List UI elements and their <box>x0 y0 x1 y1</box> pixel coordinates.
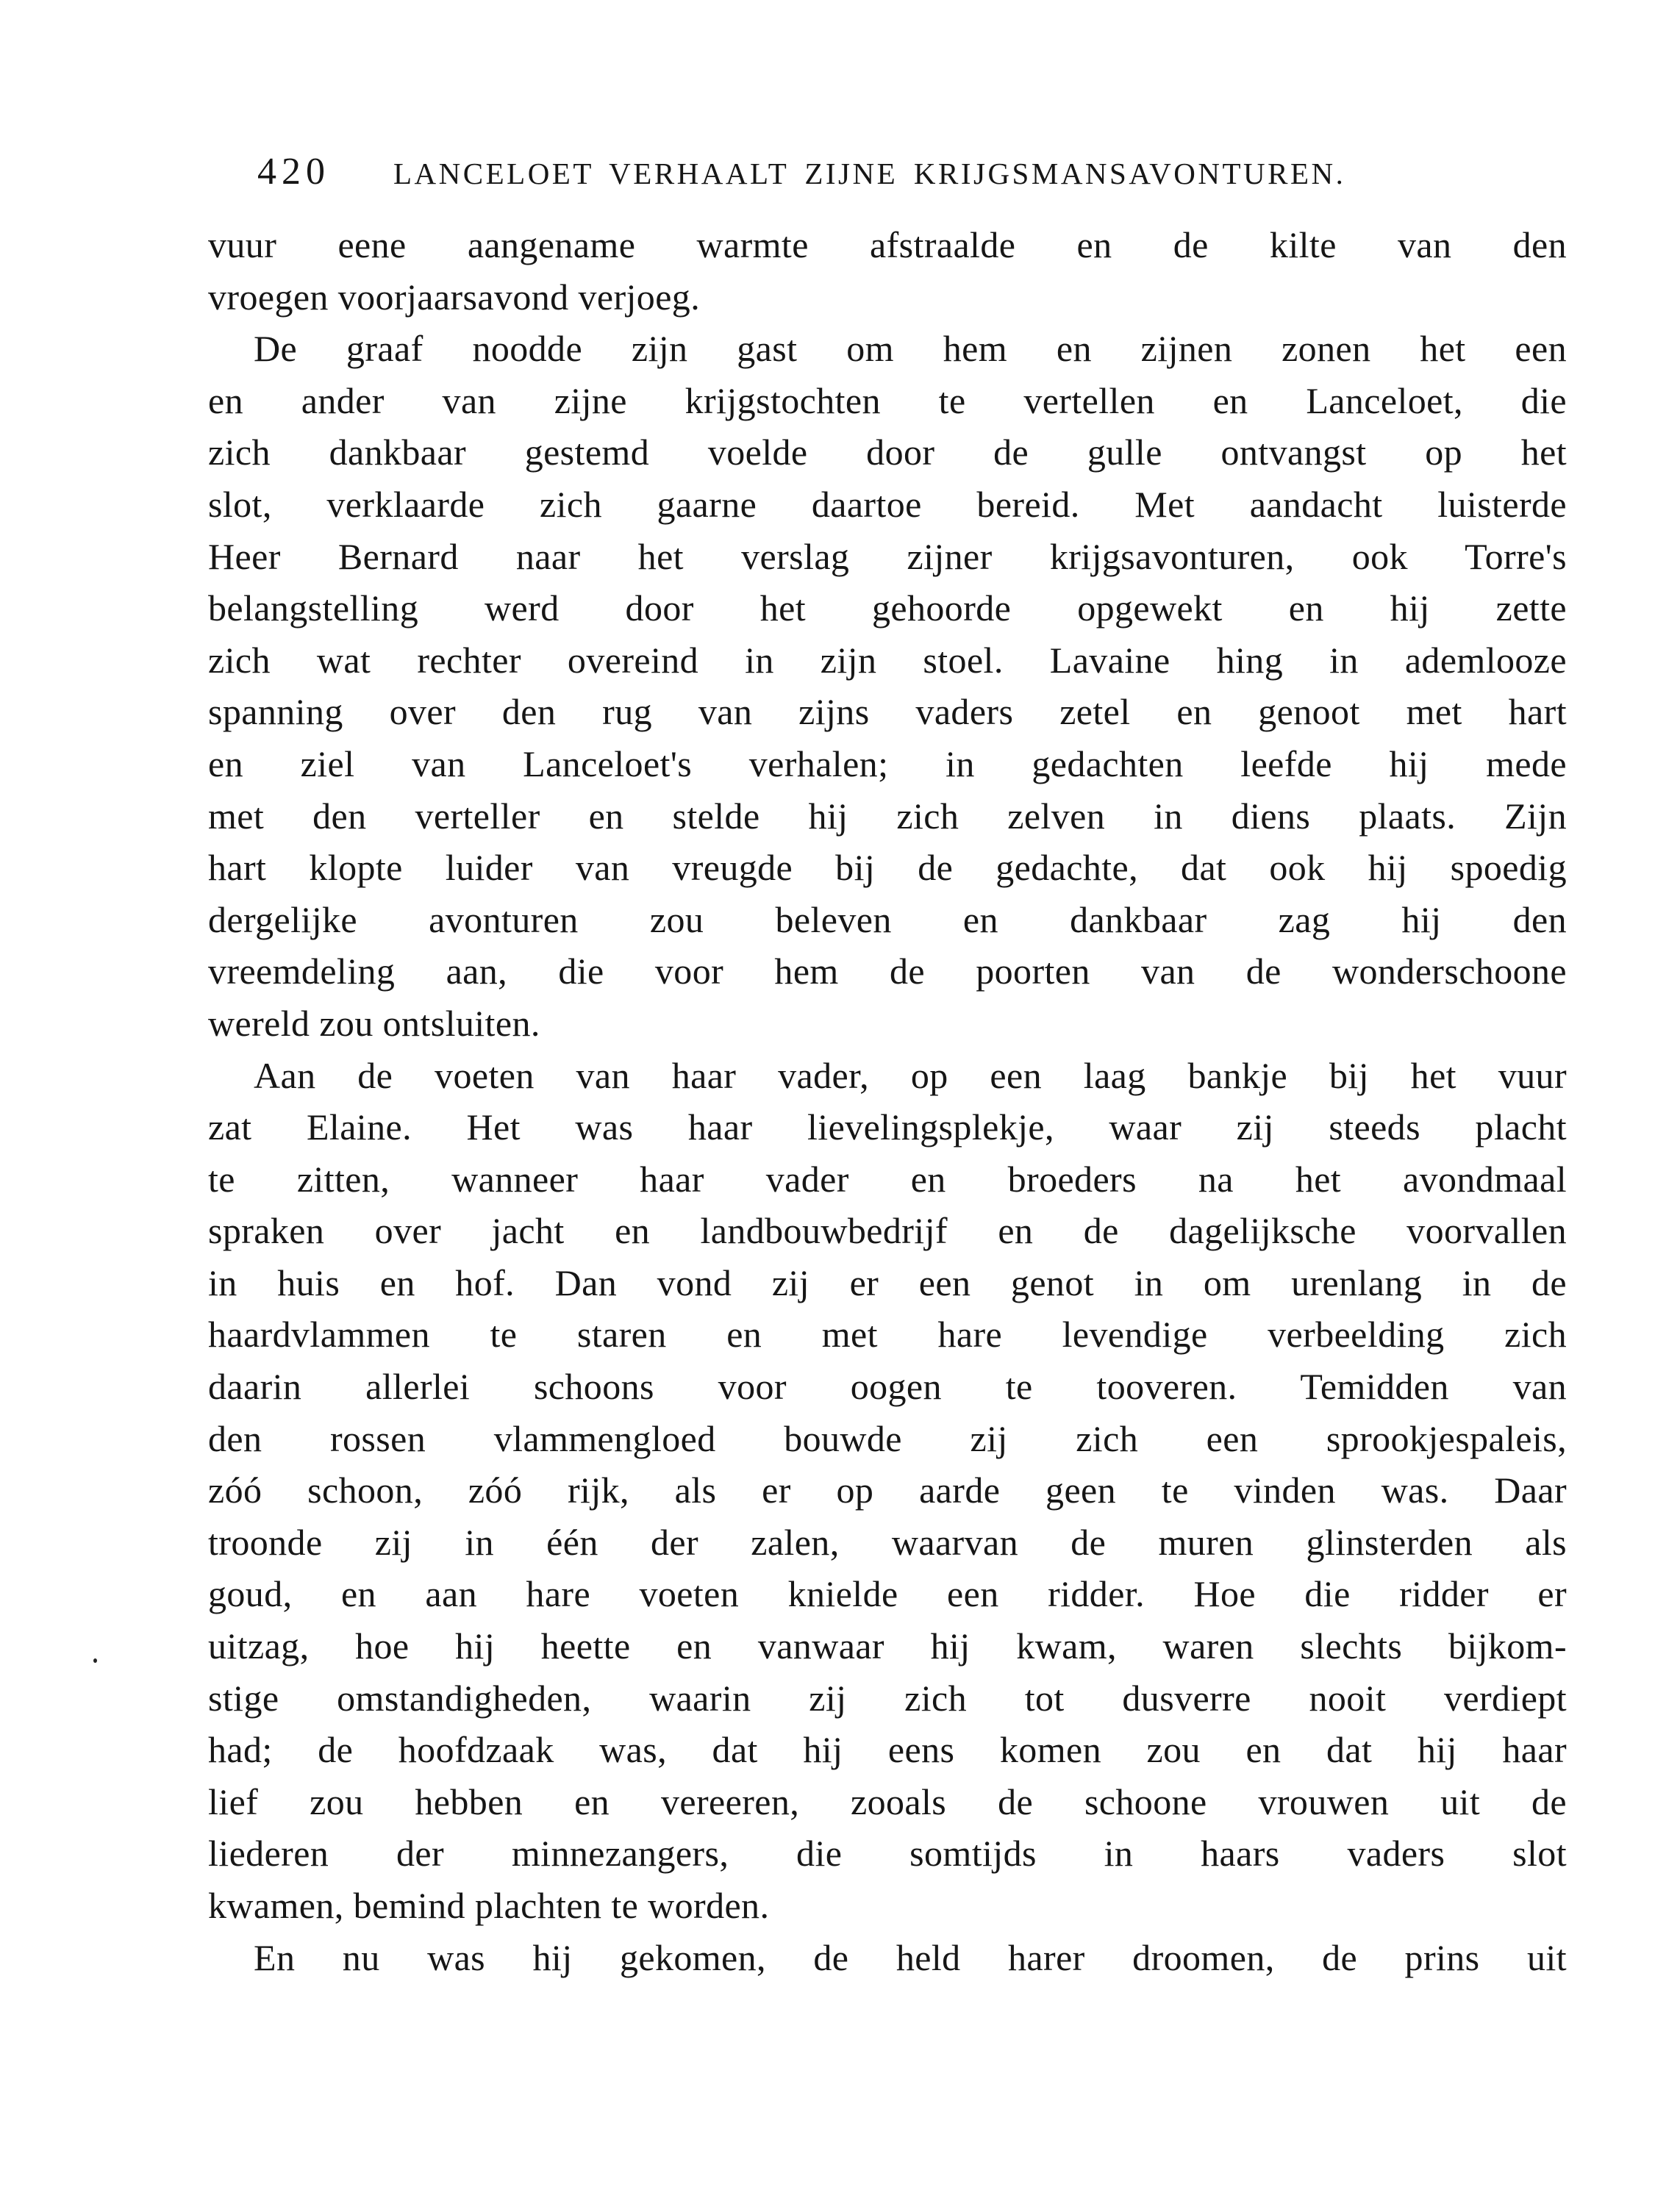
text-line: zich wat rechter overeind in zijn stoel. Lavaine hing in ademlooze <box>208 639 1567 681</box>
text-line: vuur eene aangename warmte afstraalde en de kilte van den <box>208 224 1567 265</box>
text-line: kwamen, bemind plachten te worden. <box>208 1885 770 1926</box>
text-line: wereld zou ontsluiten. <box>208 1002 540 1044</box>
text-line: haardvlammen te staren en met hare levendige verbeelding zich <box>208 1314 1567 1356</box>
page-header <box>257 150 1345 193</box>
scan-speck <box>93 1658 97 1663</box>
body-text <box>208 219 1567 1983</box>
page-number: 420 <box>257 151 330 193</box>
text-line: goud, en aan hare voeten knielde een ridder. Hoe die ridder er <box>208 1573 1567 1615</box>
text-line: spanning over den rug van zijns vaders zetel en genoot met hart <box>208 691 1567 733</box>
text-line: vreemdeling aan, die voor hem de poorten van de wonderschoone <box>208 951 1567 992</box>
text-line: troonde zij in één der zalen, waarvan de muren glinsterden als <box>208 1521 1567 1563</box>
text-line: De graaf noodde zijn gast om hem en zijnen zonen het een <box>254 328 1567 370</box>
running-title: LANCELOET VERHAALT ZIJNE KRIJGSMANSAVONTUREN. <box>393 157 1346 190</box>
text-line: lief zou hebben en vereeren, zooals de schoone vrouwen uit de <box>208 1780 1567 1822</box>
text-line: vroegen voorjaarsavond verjoeg. <box>208 276 701 318</box>
text-line: spraken over jacht en landbouwbedrijf en de dagelijksche voorvallen <box>208 1210 1567 1252</box>
text-line: hart klopte luider van vreugde bij de gedachte, dat ook hij spoedig <box>208 847 1567 889</box>
text-line: dergelijke avonturen zou beleven en dankbaar zag hij den <box>208 898 1567 940</box>
text-line: en ander van zijne krijgstochten te vertellen en Lanceloet, die <box>208 379 1567 421</box>
text-line: Heer Bernard naar het verslag zijner krijgsavonturen, ook Torre's <box>208 535 1567 577</box>
text-line: stige omstandigheden, waarin zij zich tot dusverre nooit verdiept <box>208 1677 1567 1719</box>
text-line: in huis en hof. Dan vond zij er een genot in om urenlang in de <box>208 1261 1567 1303</box>
text-line: belangstelling werd door het gehoorde opgewekt en hij zette <box>208 587 1567 629</box>
text-line: den rossen vlammengloed bouwde zij zich een sprookjespaleis, <box>208 1417 1567 1459</box>
text-line: daarin allerlei schoons voor oogen te tooveren. Temidden van <box>208 1366 1567 1408</box>
text-line: zat Elaine. Het was haar lievelingsplekje, waar zij steeds placht <box>208 1106 1567 1148</box>
text-line: uitzag, hoe hij heette en vanwaar hij kwam, waren slechts bijkom- <box>208 1625 1567 1667</box>
text-line: te zitten, wanneer haar vader en broeders na het avondmaal <box>208 1158 1567 1200</box>
text-line: liederen der minnezangers, die somtijds in haars vaders slot <box>208 1833 1567 1875</box>
text-line: zich dankbaar gestemd voelde door de gulle ontvangst op het <box>208 432 1567 473</box>
text-line: En nu was hij gekomen, de held harer droomen, de prins uit <box>254 1936 1567 1978</box>
text-line: slot, verklaarde zich gaarne daartoe bereid. Met aandacht luisterde <box>208 483 1567 525</box>
text-line: Aan de voeten van haar vader, op een laag bankje bij het vuur <box>254 1054 1567 1096</box>
text-line: had; de hoofdzaak was, dat hij eens komen zou en dat hij haar <box>208 1729 1567 1771</box>
text-line: zóó schoon, zóó rijk, als er op aarde geen te vinden was. Daar <box>208 1469 1567 1511</box>
text-line: met den verteller en stelde hij zich zelven in diens plaats. Zijn <box>208 795 1567 837</box>
text-line: en ziel van Lanceloet's verhalen; in gedachten leefde hij mede <box>208 742 1567 784</box>
